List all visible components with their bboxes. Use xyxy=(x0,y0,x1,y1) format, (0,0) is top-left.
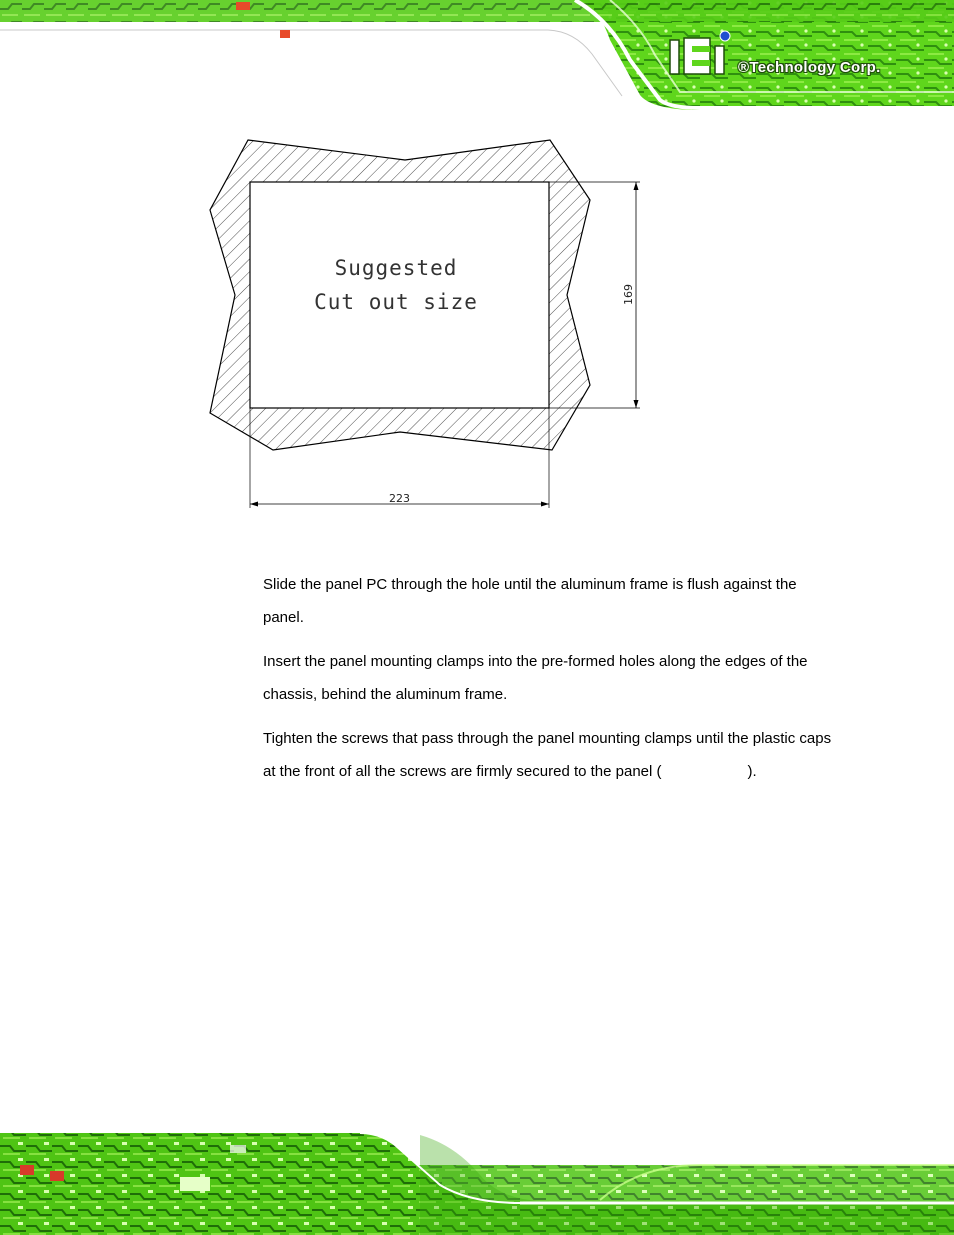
header-pcb-banner xyxy=(0,0,954,112)
company-name: ®Technology Corp. xyxy=(738,59,881,76)
footer-pcb-banner xyxy=(0,1125,954,1235)
width-dimension-label: 223 xyxy=(389,492,410,505)
cutout-label-line2: Cut out size xyxy=(314,290,478,314)
step-insert-clamps: Insert the panel mounting clamps into the pre-formed holes along the edges of the chassis, behind the aluminum frame. xyxy=(263,653,808,703)
panel-cutout-diagram xyxy=(200,130,660,520)
step-slide-panel: Slide the panel PC through the hole until the aluminum frame is flush against the panel. xyxy=(263,576,797,626)
step-tighten-screws xyxy=(263,722,833,788)
step-tighten-text: Tighten the screws that pass through the panel mounting clamps until the plastic caps at the front of all the screws are firmly secured to the panel ( xyxy=(263,730,832,780)
step-tighten-suffix: ). xyxy=(747,763,757,780)
company-logo-icon xyxy=(668,30,734,76)
height-dimension-label: 169 xyxy=(622,284,635,305)
cutout-label-line1: Suggested xyxy=(334,256,458,280)
